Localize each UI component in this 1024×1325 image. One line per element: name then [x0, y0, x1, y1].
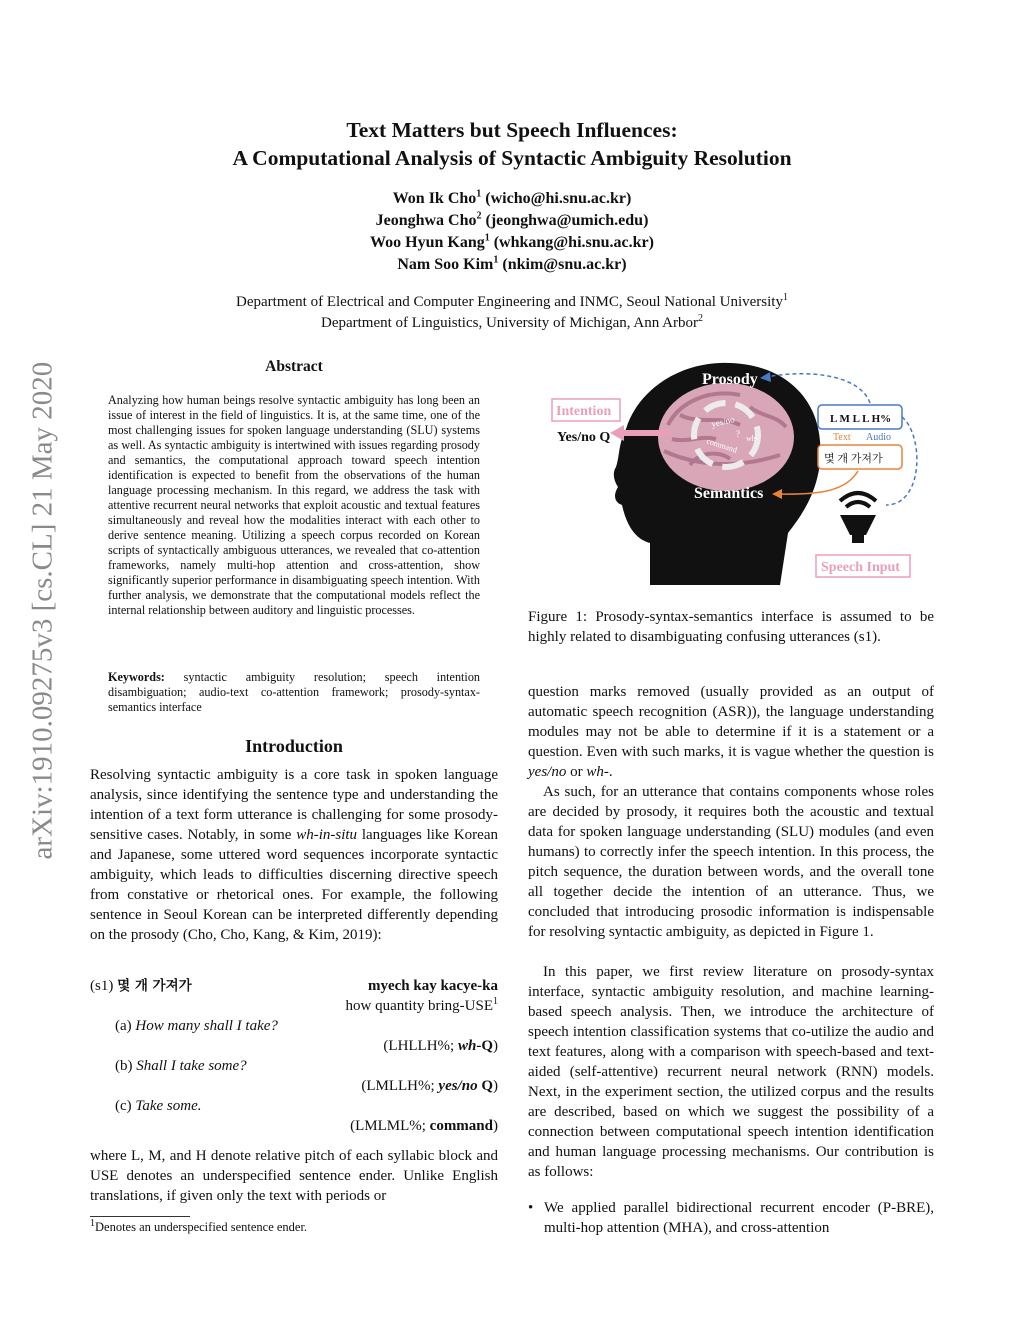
keywords: Keywords: syntactic ambiguity resolution; speech intention disambiguation; audio-text co-attention framework; prosody-syntax-semantics interface	[108, 670, 481, 714]
author: Won Ik Cho$^1$ (wicho@hi.snu.ac.kr)	[392, 188, 632, 207]
footnote: $^1$Denotes an underspecified sentence ender.	[90, 1217, 308, 1234]
author: Jeonghwa Cho$^2$ (jeonghwa@umich.edu)	[375, 210, 649, 229]
contribution-bullet: • We applied parallel bidirectional recurrent encoder (P-BRE), multi-hop attention (MHA), and cross-attention	[528, 1200, 934, 1236]
brain-command: command	[705, 436, 739, 455]
text-modality-label: Text	[833, 432, 851, 443]
paper-title	[0, 116, 1024, 172]
intention-label: Intention	[556, 404, 612, 419]
example-b: (b) Shall I take some?	[115, 1058, 247, 1074]
yesno-q-label: Yes/no Q	[557, 430, 611, 445]
intro-paragraph-1: Resolving syntactic ambiguity is a core task in spoken language analysis, since identifying the sentence type and understanding the intention of a text form utterance is challenging for some prosody-sensitive cases. Notably, in some wh-in-situ languages like Korean and Japanese, some uttered word sequences incorporate syntactic ambiguity, which leads to difficulties discerning directive speech from constative or rhetorical ones. For example, the following sentence in Seoul Korean can be interpreted differently depending on the prosody (Cho, Cho, Kang, & Kim, 2019):	[90, 767, 498, 943]
title-line-2: A Computational Analysis of Syntactic Ambiguity Resolution	[232, 146, 792, 170]
abstract-heading: Abstract	[265, 358, 323, 375]
title-line-1: Text Matters but Speech Influences:	[346, 118, 678, 142]
example-c: (c) Take some.	[115, 1098, 202, 1114]
footnote-rule	[90, 1216, 190, 1217]
example-gloss: how quantity bring-USE$^1$	[345, 996, 498, 1014]
figure-korean: 몇 개 가져가	[824, 453, 883, 465]
author: Woo Hyun Kang$^1$ (whkang@hi.snu.ac.kr)	[370, 232, 654, 251]
affiliation: Department of Linguistics, University of Michigan, Ann Arbor$^2$	[320, 313, 704, 331]
example-b-tag: (LMLLH%; yes/no Q)	[361, 1078, 498, 1094]
author-list	[0, 188, 1024, 276]
introduction-heading: Introduction	[245, 736, 343, 756]
arxiv-stamp: arXiv:1910.09275v3 [cs.CL] 21 May 2020	[26, 361, 59, 860]
example-a-tag: (LHLLH%; wh-Q)	[383, 1038, 498, 1054]
bullet-icon: •	[528, 1200, 534, 1216]
example-romanized: myech kay kacye-ka	[368, 978, 498, 994]
brain-icon	[658, 383, 794, 491]
author: Nam Soo Kim$^1$ (nkim@snu.ac.kr)	[397, 254, 627, 273]
tones-label: L M L L H%	[830, 413, 892, 425]
right-paragraph-1: question marks removed (usually provided as an output of automatic speech recognition (ASR)), the language understanding modules may not be able to determine if it is a statement or a question. Even with such marks, it is vague whether the question is yes/no or wh-.	[528, 684, 934, 780]
intro-paragraph-2: where L, M, and H denote relative pitch of each syllabic block and USE denotes an underspecified sentence ender. Unlike English translations, if given only the text with periods or	[90, 1148, 498, 1204]
affiliation: Department of Electrical and Computer Engineering and INMC, Seoul National University$^1$	[236, 292, 788, 310]
figure-caption: Figure 1: Prosody-syntax-semantics interface is assumed to be highly related to disambiguating confusing utterances (s1).	[528, 609, 934, 645]
semantics-label: Semantics	[694, 485, 764, 502]
example-a: (a) How many shall I take?	[115, 1018, 278, 1034]
figure-1	[540, 355, 930, 585]
example-c-tag: (LMLML%; command)	[350, 1118, 498, 1134]
example-label: (s1) 몇 개 가져가	[90, 978, 192, 994]
affiliations	[0, 292, 1024, 334]
speaker-icon	[840, 493, 876, 543]
intention-arrowhead	[610, 425, 624, 441]
audio-modality-label: Audio	[866, 432, 891, 443]
speech-input-label: Speech Input	[821, 560, 900, 575]
brain-wh: wh-	[746, 434, 759, 443]
abstract-body: Analyzing how human beings resolve syntactic ambiguity has long been an issue of interest in the field of linguistics. It is, at the same time, one of the most challenging issues for spoken language understanding (SLU) systems as well. As syntactic ambiguity is intertwined with issues regarding prosody and semantics, the computational approach toward speech intention identification is expected to benefit from the observations of the human language processing mechanism. In this regard, we address the task with attentive recurrent neural networks that exploit acoustic and textual features simultaneously and reveal how the modalities interact with each other to derive sentence meaning. Utilizing a speech corpus recorded on Korean scripts of syntactically ambiguous utterances, we revealed that co-attention frameworks, namely multi-hop attention and cross-attention, show significantly superior performance in disambiguating speech intention. With further analysis, we demonstrate that the computational models reflect the internal relationship between auditory and linguistic processes.	[108, 393, 480, 617]
brain-q: ?	[736, 429, 740, 439]
right-paragraph-2: As such, for an utterance that contains components whose roles are decided by prosody, it requires both the acoustic and textual data for spoken language understanding (SLU) modules (and even humans) to correctly infer the speech intention. In this process, the pitch sequence, the duration between words, and the overall tone all together decide the intention of an utterance. Thus, we concluded that introducing prosodic information is indispensable for resolving syntactic ambiguity, as depicted in Figure 1.	[528, 784, 934, 940]
brain-yesno: yes/no	[710, 414, 736, 429]
right-paragraph-3: In this paper, we first review literature on prosody-syntax interface, syntactic ambiguity resolution, and machine learning-based speech analysis. Then, we introduce the architecture of speech intention classification systems that co-utilize the audio and text features, along with a comparison with speech-based and text-aided (self-attentive) recurrent neural network (RNN) models. Next, in the experiment section, the utilized corpus and the results are described, based on which we suggest the possibility of a connection between computational speech intention identification and human language processing mechanisms. Our contribution is as follows:	[528, 964, 934, 1180]
prosody-label: Prosody	[702, 371, 758, 388]
